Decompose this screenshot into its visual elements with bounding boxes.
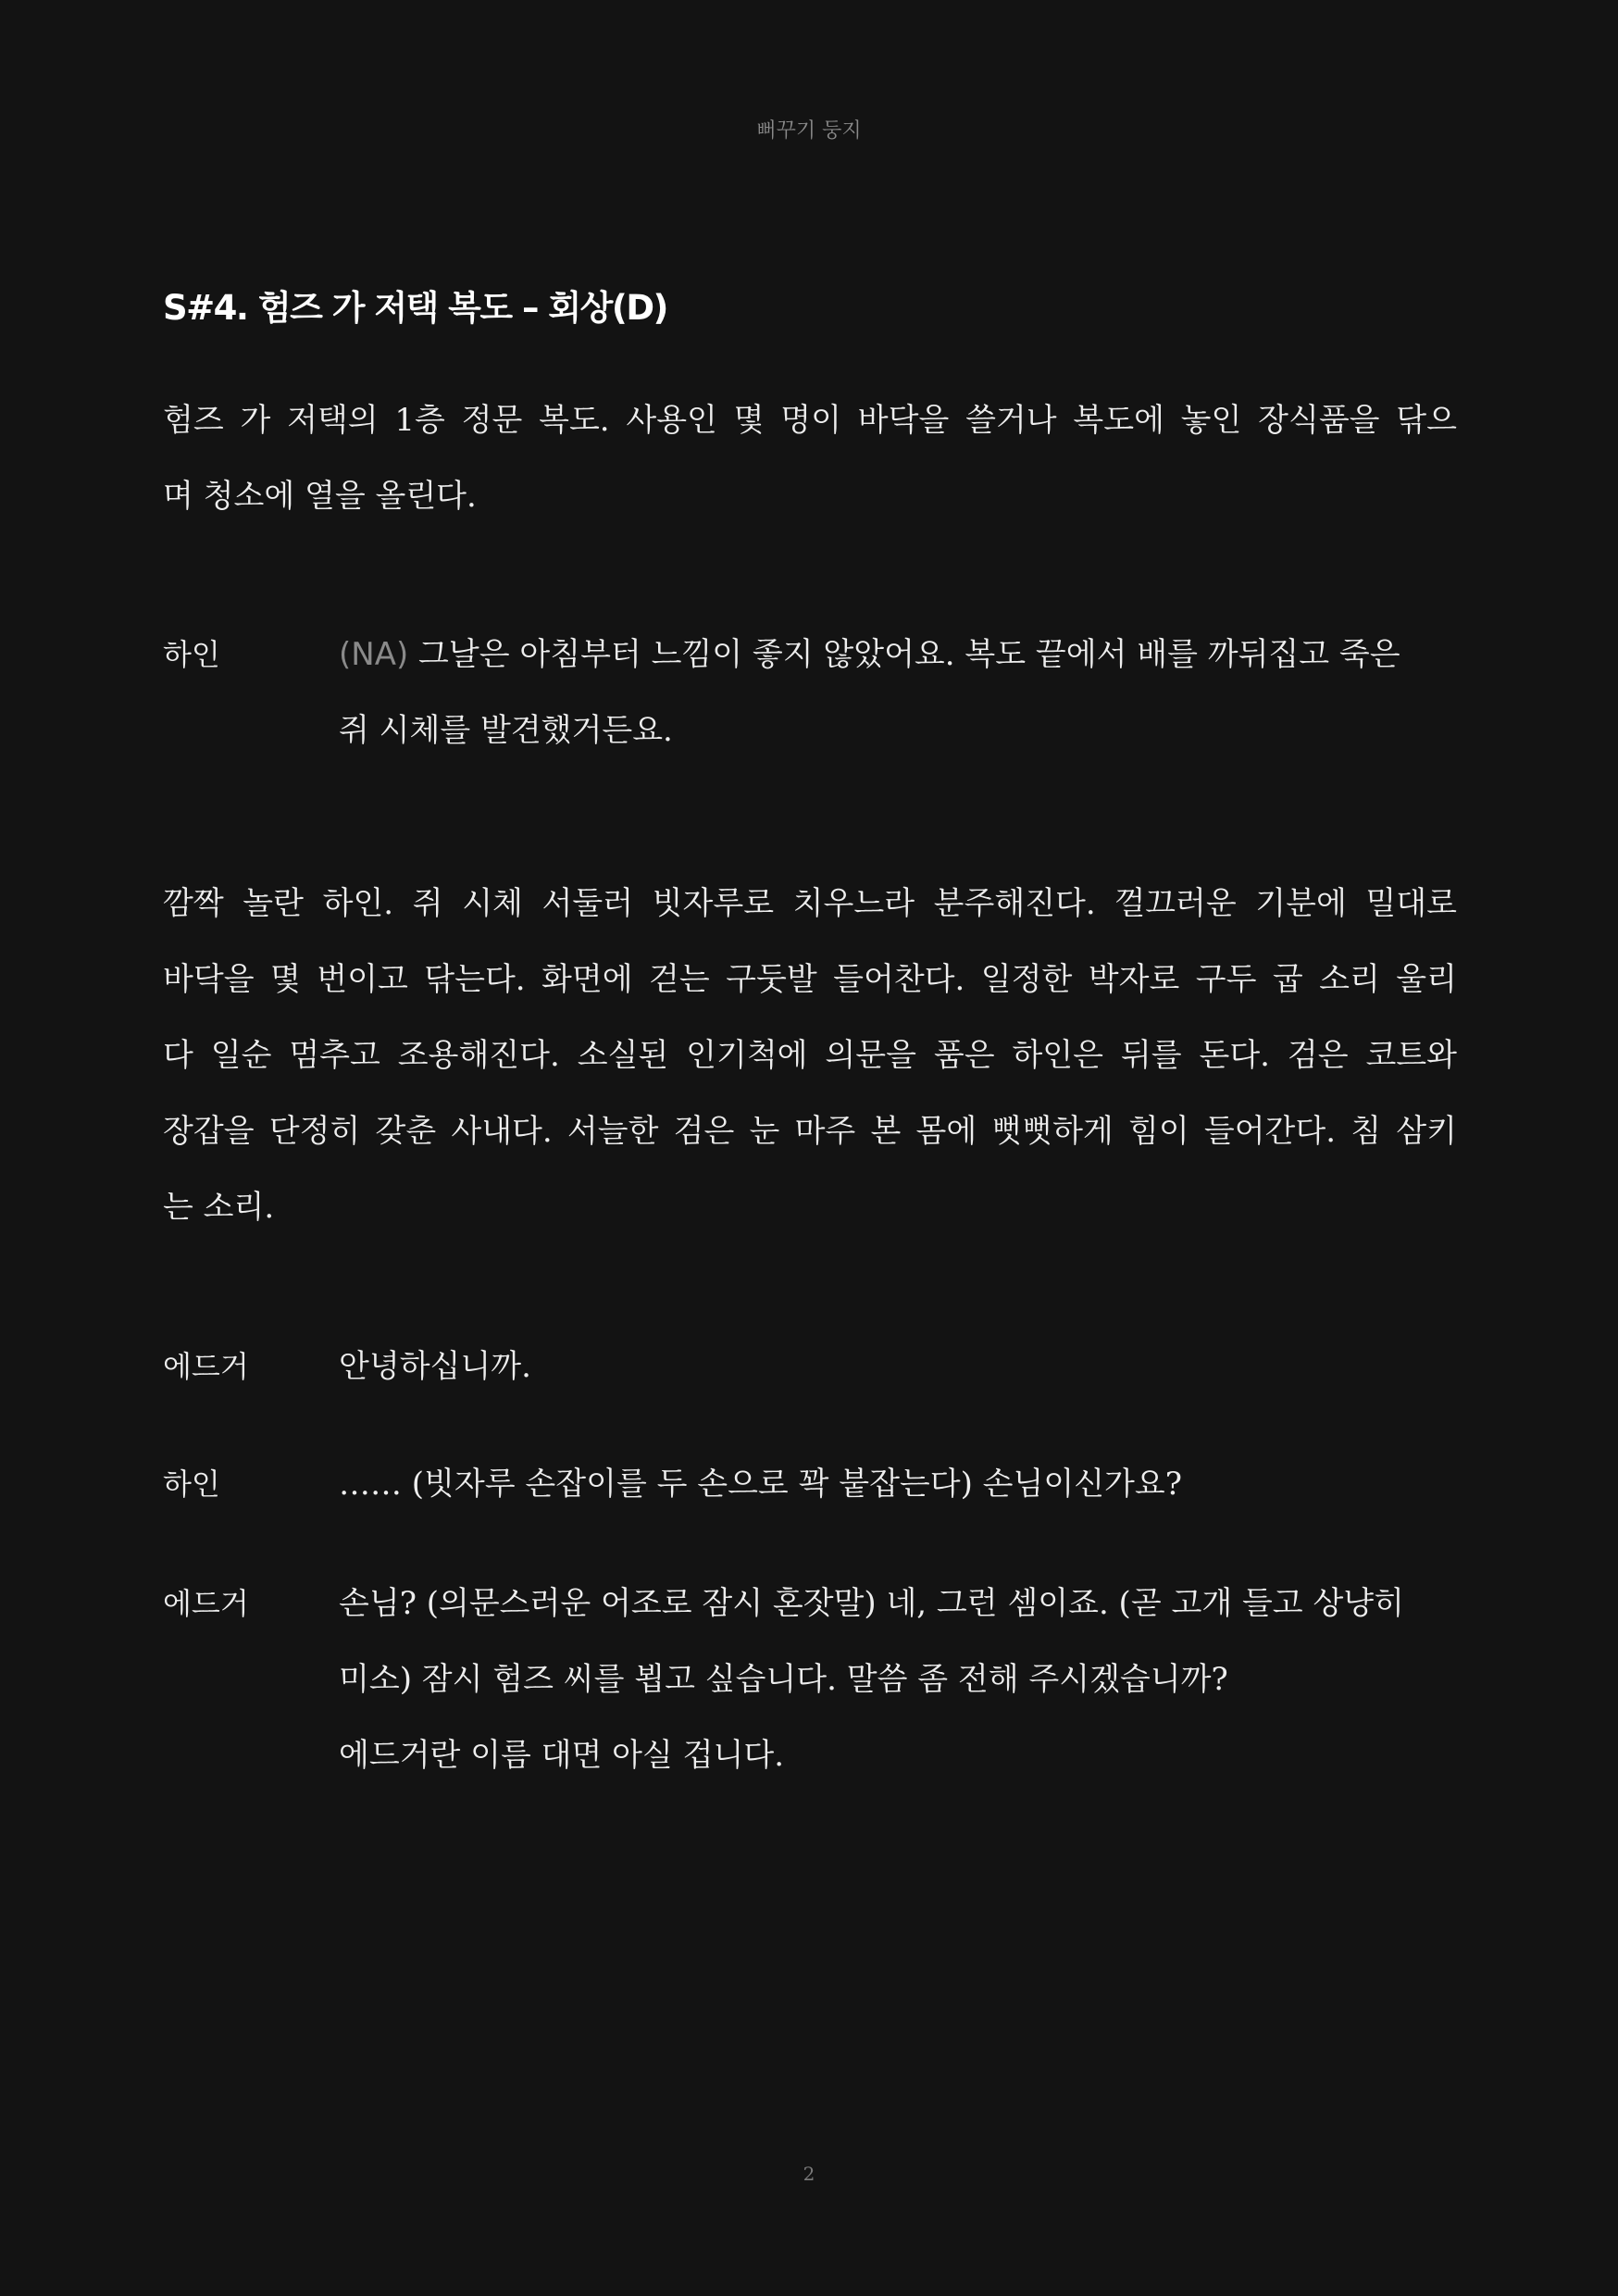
dialogue-line: 미소) 잠시 험즈 씨를 뵙고 싶습니다. 말씀 좀 전해 주시겠습니까? [339,1661,1228,1698]
scene-heading: S#4. 험즈 가 저택 복도 – 회상(D) [163,288,667,328]
action-line: 는 소리. [163,1189,275,1226]
character-name: 하인 [163,637,220,672]
action-line: 험즈 가 저택의 1층 정문 복도. 사용인 몇 명이 바닥을 쓸거나 복도에 놓인 장식품을 닦으 [163,402,1457,439]
action-line: 다 일순 멈추고 조용해진다. 소실된 인기척에 의문을 품은 하인은 뒤를 돈다. 검은 코트와 [163,1037,1457,1074]
page-number: 2 [803,2163,815,2185]
action-paragraph-1 [163,382,1457,534]
dialogue-line: 손님? (의문스러운 어조로 잠시 혼잣말) 네, 그런 셈이죠. (곧 고개 들고 상냥히 [339,1585,1404,1622]
character-name: 하인 [163,1466,220,1502]
action-line: 며 청소에 열을 올린다. [163,478,477,515]
dialogue-line: 쥐 시체를 발견했거든요. [339,712,673,749]
dialogue-text [339,1329,1457,1404]
dialogue-text [339,1566,1457,1793]
dialogue-line-text: 그날은 아침부터 느낌이 좋지 않았어요. 복도 끝에서 배를 까뒤집고 죽은 [408,636,1400,673]
action-line: 장갑을 단정히 갖춘 사내다. 서늘한 검은 눈 마주 본 몸에 뻣뻣하게 힘이 들어간다. 침 삼키 [163,1113,1457,1150]
dialogue-line [339,617,1457,693]
action-paragraph-2 [163,866,1457,1245]
character-name: 에드거 [163,1586,249,1621]
dialogue-text [339,617,1457,768]
running-header: 뻐꾸기 둥지 [756,119,862,143]
character-name: 에드거 [163,1349,249,1384]
dialogue-text [339,1446,1457,1522]
parenthetical: (NA) [339,636,409,673]
action-line: 깜짝 놀란 하인. 쥐 시체 서둘러 빗자루로 치우느라 분주해진다. 껄끄러운 기분에 밀대로 [163,885,1457,922]
dialogue-line: …… (빗자루 손잡이를 두 손으로 꽉 붙잡는다) 손님이신가요? [339,1466,1182,1503]
dialogue-line: 안녕하십니까. [339,1348,531,1385]
action-line: 바닥을 몇 번이고 닦는다. 화면에 걷는 구둣발 들어찬다. 일정한 박자로 구두 굽 소리 울리 [163,961,1457,998]
dialogue-line: 에드거란 이름 대면 아실 겁니다. [339,1737,785,1774]
